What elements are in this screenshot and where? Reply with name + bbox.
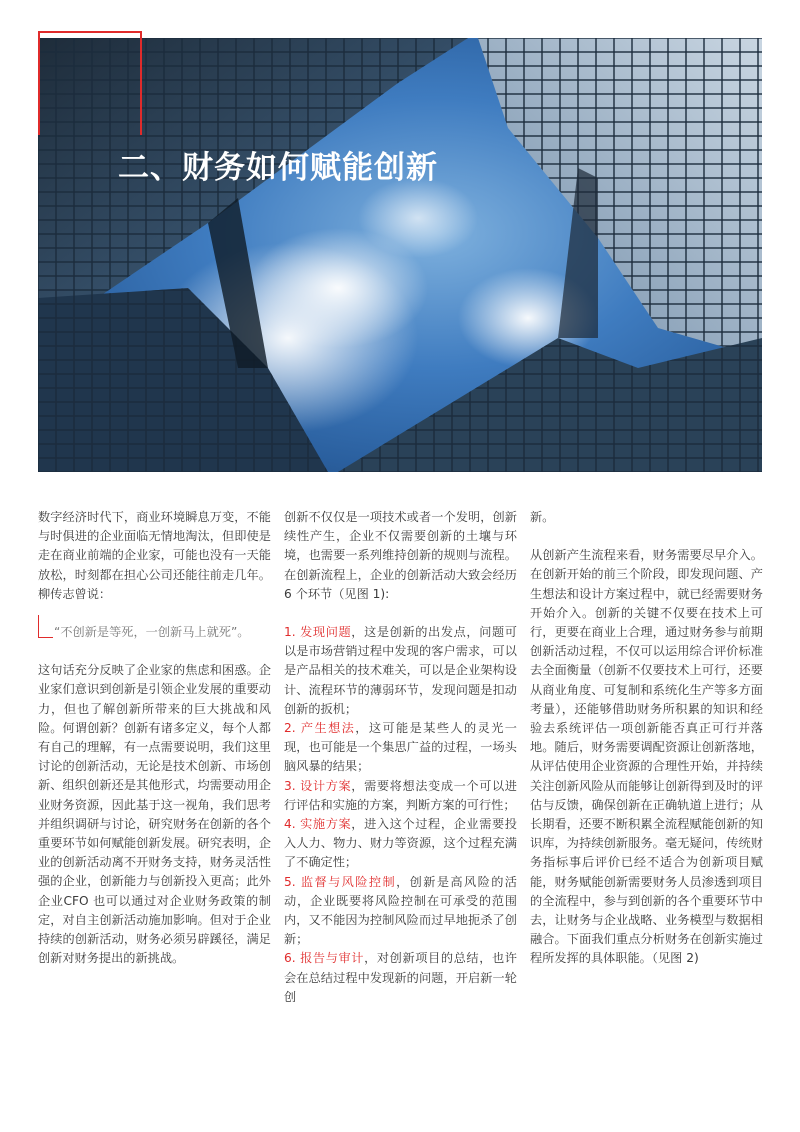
list-item-text: ，这是创新的出发点，问题可以是市场营销过程中发现的客户需求，可以是产品相关的技术难关，可以是企业架构设计、流程环节的薄弱环节，发现问题是扣动创新的扳机； xyxy=(284,625,517,716)
column-2 xyxy=(284,508,517,1007)
column-3 xyxy=(530,508,763,969)
paragraph-intro: 数字经济时代下，商业环境瞬息万变，不能与时俱进的企业面临无情地淘汰，但即使是走在商业前端的企业家，可能也没有一天能放松，时刻都在担心公司还能往前走几年。柳传志曾说： xyxy=(38,510,271,601)
list-item-text: ，进入这个过程，企业需要投入人力、物力、财力等资源，这个过程充满了不确定性； xyxy=(284,817,517,870)
list-item xyxy=(284,623,517,719)
list-item-text: ，这可能是某些人的灵光一现，也可能是一个集思广益的过程，一场头脑风暴的结果； xyxy=(284,721,517,774)
list-item-text: ，创新是高风险的活动，企业既要将风险控制在可承受的范围内，又不能因为控制风险而过早地扼杀了创新； xyxy=(284,874,517,947)
quote xyxy=(38,623,271,642)
quote-accent-mark xyxy=(38,615,53,638)
list-item-label: 3. 设计方案 xyxy=(284,778,352,793)
hero-image xyxy=(38,38,762,472)
list-item xyxy=(284,777,517,815)
list-item-label: 6. 报告与审计 xyxy=(284,951,365,966)
list-item-label: 1. 发现问题 xyxy=(284,625,352,640)
list-item-label: 5. 监督与风险控制 xyxy=(284,874,397,889)
column-1 xyxy=(38,508,271,968)
list-item xyxy=(284,873,517,950)
paragraph-intro: 创新不仅仅是一项技术或者一个发明，创新续性产生，企业不仅需要创新的土壤与环境，也需要一系列维持创新的规则与流程。在创新流程上，企业的创新活动大致会经历 6 个环节（见图 1): xyxy=(284,510,517,601)
list-item-text: ，对创新项目的总结，也许会在总结过程中发现新的问题，开启新一轮创 xyxy=(284,951,517,1004)
list-item xyxy=(284,815,517,873)
paragraph-body: 这句话充分反映了企业家的焦虑和困惑。企业家们意识到创新是引领企业发展的重要动力，但也了解创新所带来的巨大挑战和风险。何谓创新？创新有诸多定义，每个人都有自己的理解，有一点需要说明，我们这里讨论的创新活动，无论是技术创新、市场创新、组织创新还是其他形式，均需要动用企业财务资源，因此基于这一视角，我们思考并组织调研与讨论，研究财务在创新的各个重要环节如何赋能创新发展。研究表明，企业的创新活动离不开财务支持，财务灵活性强的企业，创新能力与创新投入更高；此外企业CFO 也可以通过对企业财务政策的制定，对自主创新活动施加影响。但对于企业持续的创新活动，财务必须另辟蹊径，满足创新对财务提出的新挑战。 xyxy=(38,663,271,966)
paragraph-body: 从创新产生流程来看，财务需要尽早介入。在创新开始的前三个阶段，即发现问题、产生想法和设计方案过程中，就已经需要财务开始介入。创新的关键不仅要在技术上可行，更要在商业上合理，通过财务参与前期创新活动过程，不仅可以运用综合评价标准去全面衡量（创新不仅要技术上可行，还要从商业角度、可复制和系统化生产等多方面考量），还能够借助财务所积累的知识和经验去系统评估一项创新能否真正可行并落地。随后，财务需要调配资源让创新落地，从评估使用企业资源的合理性开始，并持续关注创新风险从而能够让创新得到及时的评估与反馈，确保创新在正确轨道上进行；从长期看，还要不断积累全流程赋能创新的知识库，为持续创新服务。毫无疑问，传统财务指标事后评价已经不适合为创新项目赋能，财务赋能创新需要财务人员渗透到项目的全流程中，参与到创新的各个重要环节中去，让财务与企业战略、业务模型与数据相融合。下面我们重点分析财务在创新实施过程所发挥的具体职能。（见图 2) xyxy=(530,548,763,966)
title-accent-frame xyxy=(38,31,142,135)
list-item-label: 2. 产生想法 xyxy=(284,721,356,736)
quote-text: “不创新是等死，一创新马上就死”。 xyxy=(54,625,250,640)
buildings-illustration xyxy=(38,38,762,472)
paragraph-continuation: 新。 xyxy=(530,510,555,524)
section-title: 二、财务如何赋能创新 xyxy=(118,150,438,186)
list-item xyxy=(284,719,517,777)
list-item xyxy=(284,949,517,1007)
list-item-text: ，需要将想法变成一个可以进行评估和实施的方案，判断方案的可行性； xyxy=(284,778,517,812)
list-item-label: 4. 实施方案 xyxy=(284,817,352,832)
